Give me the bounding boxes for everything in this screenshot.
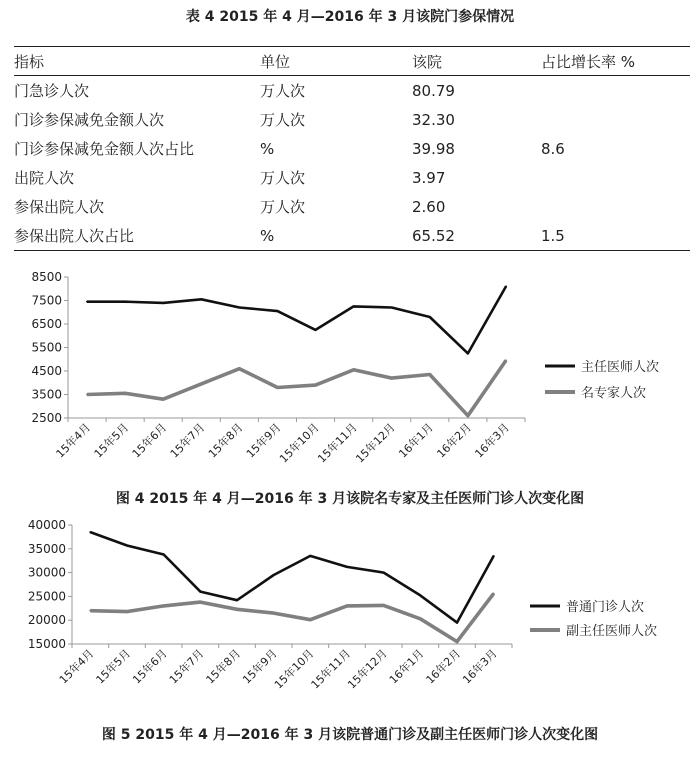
x-tick-label: 15年11月 bbox=[308, 646, 354, 692]
data-point bbox=[383, 572, 385, 574]
chart-figure-4 bbox=[0, 266, 700, 488]
table-cell: 门急诊人次 bbox=[14, 82, 90, 100]
data-point bbox=[353, 305, 355, 307]
y-tick-label: 20000 bbox=[27, 613, 66, 628]
table-row bbox=[14, 105, 690, 134]
x-tick-label: 15年11月 bbox=[315, 420, 360, 466]
table-row bbox=[14, 76, 690, 106]
figure-4-caption: 图 4 2015 年 4 月—2016 年 3 月该院名专家及主任医师门诊人次变化图 bbox=[115, 491, 585, 507]
table-cell bbox=[541, 76, 690, 106]
x-tick-label: 15年6月 bbox=[129, 420, 170, 461]
x-tick-label: 16年1月 bbox=[396, 420, 436, 461]
table-title: 表 4 2015 年 4 月—2016 年 3 月该院门参保情况 bbox=[185, 9, 515, 25]
data-point bbox=[315, 384, 317, 386]
data-point bbox=[89, 531, 91, 533]
y-tick-label: 2500 bbox=[31, 411, 62, 425]
table-cell: 门诊参保减免金额人次 bbox=[14, 111, 165, 129]
data-point bbox=[309, 555, 311, 557]
y-tick-label: 30000 bbox=[27, 565, 66, 580]
header-hospital: 该院 bbox=[412, 47, 541, 76]
x-tick-label: 15年10月 bbox=[277, 420, 322, 466]
data-point bbox=[124, 301, 126, 303]
x-tick-label: 15年6月 bbox=[130, 646, 170, 687]
data-point bbox=[126, 544, 128, 546]
table-row bbox=[14, 221, 690, 251]
table-row bbox=[14, 163, 690, 192]
data-point bbox=[163, 554, 165, 556]
x-tick-label: 15年8月 bbox=[203, 646, 244, 687]
x-tick-label: 15年10月 bbox=[271, 646, 317, 692]
table-cell: 万人次 bbox=[260, 82, 306, 100]
data-point bbox=[273, 574, 275, 576]
insurance-table bbox=[14, 46, 690, 251]
data-point bbox=[276, 310, 278, 312]
table-cell: 万人次 bbox=[260, 111, 306, 129]
x-tick-label: 16年2月 bbox=[423, 646, 464, 687]
data-point bbox=[162, 302, 164, 304]
data-point bbox=[505, 285, 507, 287]
table-cell: 32.30 bbox=[412, 110, 455, 129]
table-cell: 8.6 bbox=[541, 139, 565, 158]
x-tick-label: 15年9月 bbox=[243, 420, 284, 461]
data-point bbox=[456, 622, 458, 624]
x-tick-label: 16年2月 bbox=[434, 420, 474, 461]
y-tick-label: 4500 bbox=[31, 364, 62, 378]
y-tick-label: 7500 bbox=[31, 293, 62, 308]
data-point bbox=[200, 383, 202, 385]
x-tick-label: 15年7月 bbox=[167, 420, 208, 461]
data-point bbox=[353, 369, 355, 371]
table-cell: 出院人次 bbox=[14, 169, 75, 187]
header-growth-rate: 占比增长率 % bbox=[541, 47, 690, 76]
data-point bbox=[505, 359, 507, 361]
data-point bbox=[429, 374, 431, 376]
data-point bbox=[429, 316, 431, 318]
data-point bbox=[419, 594, 421, 596]
data-point bbox=[163, 605, 165, 607]
data-point bbox=[467, 415, 469, 417]
legend-label: 主任医师人次 bbox=[581, 360, 660, 375]
table-cell bbox=[541, 192, 690, 221]
data-point bbox=[236, 599, 238, 601]
chart-figure-5 bbox=[0, 512, 700, 722]
table-header-row bbox=[14, 47, 690, 76]
series-line-1 bbox=[87, 286, 506, 353]
table-cell: 2.60 bbox=[412, 197, 446, 216]
x-tick-label: 16年3月 bbox=[472, 420, 513, 461]
table-cell bbox=[541, 105, 690, 134]
y-tick-label: 25000 bbox=[27, 589, 66, 604]
x-tick-label: 16年3月 bbox=[460, 646, 500, 687]
table-cell: 80.79 bbox=[412, 81, 455, 100]
series-line-2 bbox=[87, 360, 506, 415]
x-tick-label: 15年4月 bbox=[53, 420, 94, 461]
data-point bbox=[419, 618, 421, 620]
y-tick-label: 6500 bbox=[31, 317, 62, 331]
y-tick-label: 40000 bbox=[27, 518, 66, 532]
data-point bbox=[238, 307, 240, 309]
header-unit: 单位 bbox=[260, 47, 412, 76]
y-tick-label: 3500 bbox=[31, 387, 62, 402]
table-cell: 万人次 bbox=[260, 169, 306, 187]
data-point bbox=[162, 398, 164, 400]
data-point bbox=[309, 619, 311, 621]
data-point bbox=[383, 604, 385, 606]
data-point bbox=[493, 593, 495, 595]
x-tick-label: 15年4月 bbox=[56, 646, 97, 687]
data-point bbox=[391, 307, 393, 309]
x-tick-label: 15年8月 bbox=[205, 420, 246, 461]
x-tick-label: 15年7月 bbox=[166, 646, 207, 687]
table-cell: 39.98 bbox=[412, 139, 455, 158]
data-point bbox=[200, 298, 202, 300]
table-cell: % bbox=[260, 139, 275, 158]
y-tick-label: 5500 bbox=[31, 340, 62, 355]
data-point bbox=[86, 301, 88, 303]
data-point bbox=[276, 386, 278, 388]
data-point bbox=[346, 605, 348, 607]
data-point bbox=[86, 394, 88, 396]
data-point bbox=[391, 377, 393, 379]
table-cell: 门诊参保减免金额人次占比 bbox=[14, 140, 195, 158]
legend-label: 副主任医师人次 bbox=[566, 624, 658, 639]
table-cell: 65.52 bbox=[412, 221, 541, 251]
x-tick-label: 16年1月 bbox=[386, 646, 427, 687]
table-cell: % bbox=[260, 221, 412, 251]
data-point bbox=[315, 329, 317, 331]
data-point bbox=[467, 352, 469, 354]
table-cell: 万人次 bbox=[260, 198, 306, 216]
data-point bbox=[126, 611, 128, 613]
data-point bbox=[456, 641, 458, 643]
data-point bbox=[89, 610, 91, 612]
table-row bbox=[14, 134, 690, 163]
x-tick-label: 15年5月 bbox=[93, 646, 134, 687]
data-point bbox=[346, 566, 348, 568]
y-tick-label: 35000 bbox=[27, 541, 66, 556]
table-cell: 参保出院人次 bbox=[14, 198, 105, 216]
legend-label: 名专家人次 bbox=[581, 386, 647, 401]
table-row bbox=[14, 192, 690, 221]
header-indicator: 指标 bbox=[14, 47, 260, 76]
data-point bbox=[199, 601, 201, 603]
table-cell: 1.5 bbox=[541, 221, 690, 251]
data-point bbox=[199, 591, 201, 593]
data-point bbox=[273, 612, 275, 614]
figure-5-caption: 图 5 2015 年 4 月—2016 年 3 月该院普通门诊及副主任医师门诊人次变化图 bbox=[101, 727, 599, 743]
x-tick-label: 15年12月 bbox=[345, 646, 390, 692]
legend-label: 普通门诊人次 bbox=[566, 600, 645, 615]
data-point bbox=[236, 608, 238, 610]
table-cell bbox=[541, 163, 690, 192]
x-tick-label: 15年9月 bbox=[240, 646, 280, 687]
y-tick-label: 15000 bbox=[27, 637, 66, 651]
data-point bbox=[493, 555, 495, 557]
x-tick-label: 15年12月 bbox=[353, 420, 398, 466]
table-cell: 3.97 bbox=[412, 168, 446, 187]
table-cell: 参保出院人次占比 bbox=[14, 221, 260, 251]
y-tick-label: 8500 bbox=[31, 270, 62, 284]
x-tick-label: 15年5月 bbox=[91, 420, 132, 461]
data-point bbox=[124, 392, 126, 394]
data-point bbox=[238, 368, 240, 370]
series-line-2 bbox=[90, 594, 493, 642]
